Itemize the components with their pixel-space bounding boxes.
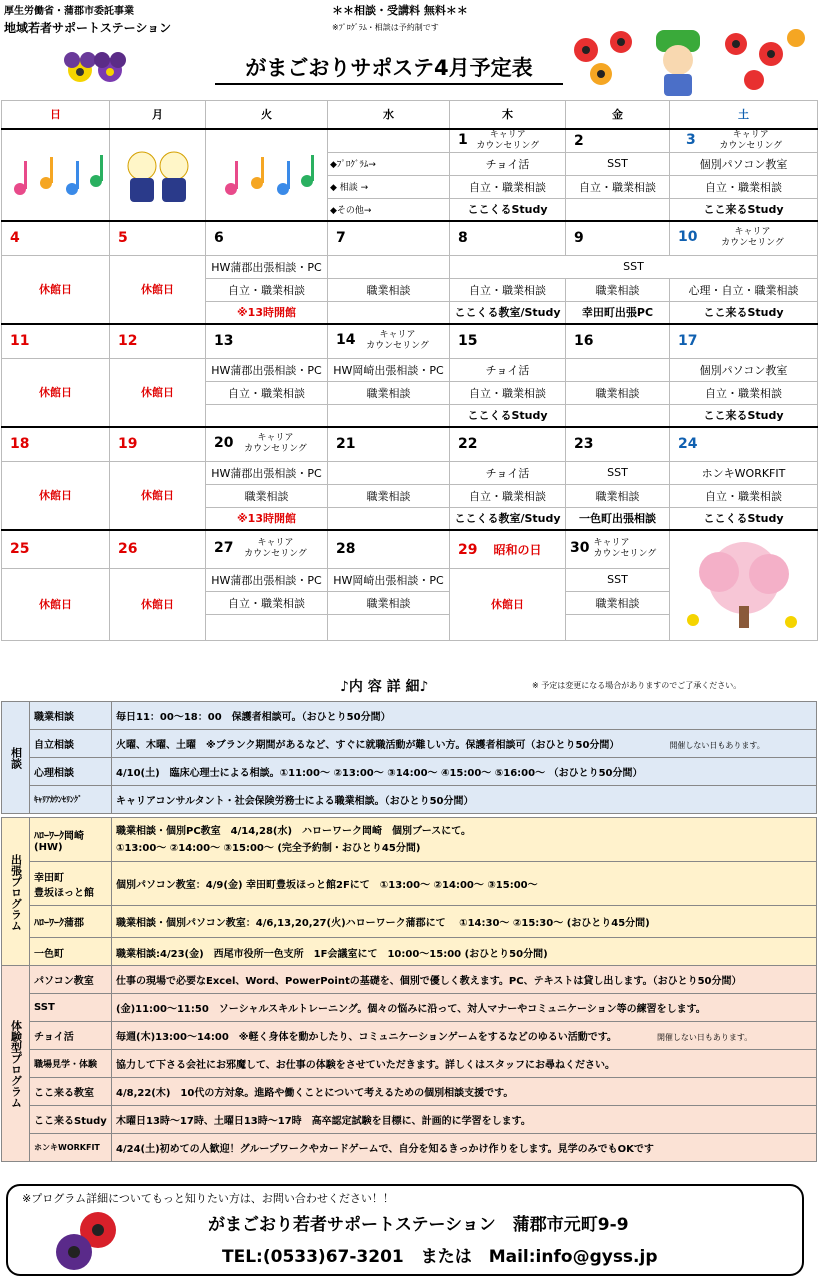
event: 職業相談 (328, 278, 450, 301)
event: 職業相談 (566, 381, 670, 404)
anemone-flowers-icon (48, 1208, 128, 1274)
event: ※13時開館 (206, 301, 328, 324)
event: 個別パソコン教室 (670, 152, 818, 175)
closed-label: 休館日 (110, 255, 206, 324)
weekday-mon: 月 (110, 101, 206, 129)
detail-text: 4/24(土)初めての人歓迎！グループワークやカードゲームで、自分を知るきっかけ作りをします。見学のみでもOKです (112, 1134, 817, 1162)
event: チョイ活 (450, 461, 566, 484)
day-number: 11 (2, 324, 110, 358)
day-number: 23 (566, 427, 670, 461)
event: ここ来るStudy (670, 198, 818, 221)
detail-text: 職業相談・個別PC教室 4/14,28(水) ハローワーク岡崎 個別ブースにて。 ①13:00～ ②14:00～ ③15:00～ (完全予約制・おひとり45分間) (112, 818, 817, 862)
weekday-thu: 木 (450, 101, 566, 129)
event: 一色町出張相談 (566, 507, 670, 530)
day-number: 22 (450, 427, 566, 461)
event: HW蒲郡出張相談・PC (206, 568, 328, 591)
day-cell: 20 キャリア カウンセリング (206, 427, 328, 461)
footer-contact[interactable]: TEL:(0533)67-3201 または Mail:info@gyss.jp (222, 1247, 658, 1267)
music-notes-decoration-2 (206, 129, 328, 222)
event: ここくる教室/Study (450, 507, 566, 530)
closed-label: 休館日 (2, 568, 110, 640)
category-program: 体験型プログラム (2, 966, 30, 1162)
detail-text: (金)11:00～11:50 ソーシャルスキルトレーニング。個々の悩みに沿って、対人マナーやコミュニケーション等の練習をします。 (112, 994, 817, 1022)
detail-text: 職業相談:4/23(金) 西尾市役所一色支所 1F会議室にて 10:00～15:00 (おひとり50分間) (112, 938, 817, 968)
detail-name: 一色町 (30, 938, 112, 968)
detail-name: ｷｬﾘｱｶｳﾝｾﾘﾝｸﾞ (30, 786, 112, 814)
chick-characters-decoration (110, 129, 206, 222)
day-number: 17 (670, 324, 818, 358)
day-cell: 2 (566, 129, 670, 153)
category-consult: 相談 (2, 702, 30, 814)
event: 自立・職業相談 (670, 175, 818, 198)
detail-name: 心理相談 (30, 758, 112, 786)
weekday-wed: 水 (328, 101, 450, 129)
detail-name: チョイ活 (30, 1022, 112, 1050)
weekday-tue: 火 (206, 101, 328, 129)
legend-other: ◆その他→ (328, 198, 450, 221)
event: 職業相談 (566, 484, 670, 507)
day-cell: 30 キャリア カウンセリング (566, 530, 670, 568)
event: ここくるStudy (670, 507, 818, 530)
event: 心理・自立・職業相談 (670, 278, 818, 301)
closed-label: 休館日 (110, 568, 206, 640)
event: 職業相談 (328, 484, 450, 507)
closed-label: 休館日 (2, 358, 110, 427)
closed-label: 休館日 (2, 255, 110, 324)
chick-characters-icon (118, 138, 198, 208)
detail-text: 4/10(土) 臨床心理士による相談。①11:00～ ②13:00～ ③14:00～ ④15:00～ ⑤16:00～ （おひとり50分間） (112, 758, 817, 786)
day-number: 9 (566, 221, 670, 255)
day-number: 6 (206, 221, 328, 255)
event: HW蒲郡出張相談・PC (206, 461, 328, 484)
detail-name: パソコン教室 (30, 966, 112, 994)
detail-name: ここ来るStudy (30, 1106, 112, 1134)
event: 職業相談 (328, 591, 450, 614)
event: 自立・職業相談 (450, 484, 566, 507)
day-number: 25 (2, 530, 110, 568)
day-cell: 3 キャリア カウンセリング (670, 129, 818, 153)
event: 職業相談 (566, 278, 670, 301)
event: 職業相談 (328, 381, 450, 404)
footer-note: ※プログラム詳細についてもっと知りたい方は、お問い合わせください！！ (22, 1192, 394, 1205)
detail-name: ﾊﾛｰﾜｰｸ岡崎 (HW) (30, 818, 112, 862)
day-number: 18 (2, 427, 110, 461)
ministry-label: 厚生労働省・蒲郡市委託事業 (4, 6, 134, 17)
program-table (1, 965, 817, 1162)
event: 職業相談 (206, 484, 328, 507)
event: ここ来るStudy (670, 404, 818, 427)
detail-name: ﾊﾛｰﾜｰｸ蒲郡 (30, 906, 112, 938)
music-notes-icon (217, 143, 317, 203)
day-number: 5 (110, 221, 206, 255)
day-cell: 27 キャリア カウンセリング (206, 530, 328, 568)
closed-label: 休館日 (2, 461, 110, 530)
event: HW蒲郡出張相談・PC (206, 255, 328, 278)
cherry-blossom-decoration (670, 530, 818, 640)
reservation-notice: ※ﾌﾟﾛｸﾞﾗﾑ・相談は予約制です (332, 23, 439, 32)
detail-name: 職業相談 (30, 702, 112, 730)
event: ここくるStudy (450, 404, 566, 427)
music-notes-decoration (2, 129, 110, 222)
outreach-table (1, 817, 817, 968)
weekday-sat: 土 (670, 101, 818, 129)
mascot-with-flowers-icon (566, 24, 816, 100)
event: SST (566, 152, 670, 175)
free-notice: ＊＊相談・受講料 無料＊＊ (332, 4, 468, 17)
detail-text: 仕事の現場で必要なExcel、Word、PowerPointの基礎を、個別で優しく教えます。PC、テキストは貸し出します。（おひとり50分間） (112, 966, 817, 994)
detail-name: 幸田町 豊坂ほっと館 (30, 862, 112, 906)
day-number: 24 (670, 427, 818, 461)
event: SST (566, 461, 670, 484)
event: 自立・職業相談 (670, 381, 818, 404)
day-number: 12 (110, 324, 206, 358)
event: ホンキWORKFIT (670, 461, 818, 484)
day-number: 8 (450, 221, 566, 255)
legend-consult: ◆ 相談 → (328, 175, 450, 198)
event: 自立・職業相談 (566, 175, 670, 198)
music-notes-icon (6, 143, 106, 203)
consultation-table (1, 701, 817, 814)
category-outreach: 出張プログラム (2, 818, 30, 968)
event: 自立・職業相談 (206, 278, 328, 301)
footer-org: がまごおり若者サポートステーション 蒲郡市元町9-9 (208, 1215, 629, 1235)
contact-box (6, 1184, 804, 1276)
detail-name: 自立相談 (30, 730, 112, 758)
detail-name: ホンキWORKFIT (30, 1134, 112, 1162)
weekday-sun: 日 (2, 101, 110, 129)
day-number: 7 (328, 221, 450, 255)
detail-text: 毎日11：00～18：00 保護者相談可。（おひとり50分間） (112, 702, 817, 730)
day-number: 19 (110, 427, 206, 461)
weekday-fri: 金 (566, 101, 670, 129)
event: 個別パソコン教室 (670, 358, 818, 381)
detail-name: 職場見学・体験 (30, 1050, 112, 1078)
day-cell: 14 キャリア カウンセリング (328, 324, 450, 358)
details-title: ♪内 容 詳 細♪ (340, 679, 429, 695)
event: SST (450, 255, 818, 278)
day-number: 15 (450, 324, 566, 358)
day-number: 13 (206, 324, 328, 358)
closed-label: 休館日 (110, 358, 206, 427)
event: 自立・職業相談 (206, 591, 328, 614)
cherry-blossom-tree-icon (679, 534, 809, 634)
day-number: 16 (566, 324, 670, 358)
detail-text: 4/8,22(木) 10代の方対象。進路や働くことについて考えるための個別相談支援です。 (112, 1078, 817, 1106)
detail-text: キャリアコンサルタント・社会保険労務士による職業相談。（おひとり50分間） (112, 786, 817, 814)
detail-text: 協力して下さる会社にお邪魔して、お仕事の体験をさせていただきます。詳しくはスタッフにお尋ねください。 (112, 1050, 817, 1078)
event: チョイ活 (450, 358, 566, 381)
event: HW岡崎出張相談・PC (328, 358, 450, 381)
detail-text: 個別パソコン教室：4/9(金) 幸田町豊坂ほっと館2Fにて ①13:00～ ②14:00～ ③15:00～ (112, 862, 817, 906)
event: ここくる教室/Study (450, 301, 566, 324)
closed-label: 休館日 (450, 568, 566, 640)
event: SST (566, 568, 670, 591)
detail-text: 火曜、木曜、土曜 ※ブランク期間があるなど、すぐに就職活動が難しい方。保護者相談可（おひとり50分間） 開催しない日もあります。 (112, 730, 817, 758)
event: HW蒲郡出張相談・PC (206, 358, 328, 381)
legend-program: ◆ﾌﾟﾛｸﾞﾗﾑ→ (328, 152, 450, 175)
event: チョイ活 (450, 152, 566, 175)
event: ここ来るStudy (670, 301, 818, 324)
event: 職業相談 (566, 591, 670, 614)
day-number: 26 (110, 530, 206, 568)
detail-name: ここ来る教室 (30, 1078, 112, 1106)
event: 自立・職業相談 (450, 175, 566, 198)
day-number: 28 (328, 530, 450, 568)
event: 自立・職業相談 (670, 484, 818, 507)
detail-text: 木曜日13時～17時、土曜日13時～17時 高卒認定試験を目標に、計画的に学習をします。 (112, 1106, 817, 1134)
closed-label: 休館日 (110, 461, 206, 530)
day-cell: 1 キャリア カウンセリング (450, 129, 566, 153)
event: 自立・職業相談 (450, 381, 566, 404)
event: 自立・職業相談 (206, 381, 328, 404)
event: 幸田町出張PC (566, 301, 670, 324)
details-note: ※ 予定は変更になる場合がありますのでご了承ください。 (532, 681, 742, 690)
april-calendar (1, 100, 818, 641)
day-number: 4 (2, 221, 110, 255)
org-label: 地域若者サポートステーション (4, 21, 172, 35)
day-number: 21 (328, 427, 450, 461)
event: HW岡崎出張相談・PC (328, 568, 450, 591)
page-title: がまごおりサポステ4月予定表 (215, 52, 563, 85)
day-cell: 10 キャリア カウンセリング (670, 221, 818, 255)
detail-text: 毎週(木)13:00～14:00 ※軽く身体を動かしたり、コミュニケーションゲームをするなどのゆるい活動です。 開催しない日もあります。 (112, 1022, 817, 1050)
detail-text: 職業相談・個別パソコン教室：4/6,13,20,27(火)ハローワーク蒲郡にて ①14:30～ ②15:30～ (おひとり45分間) (112, 906, 817, 938)
event: ※13時開館 (206, 507, 328, 530)
detail-name: SST (30, 994, 112, 1022)
event: 自立・職業相談 (450, 278, 566, 301)
pansy-flowers-icon (58, 46, 138, 94)
day-cell: 29 昭和の日 (450, 530, 566, 568)
event: ここくるStudy (450, 198, 566, 221)
